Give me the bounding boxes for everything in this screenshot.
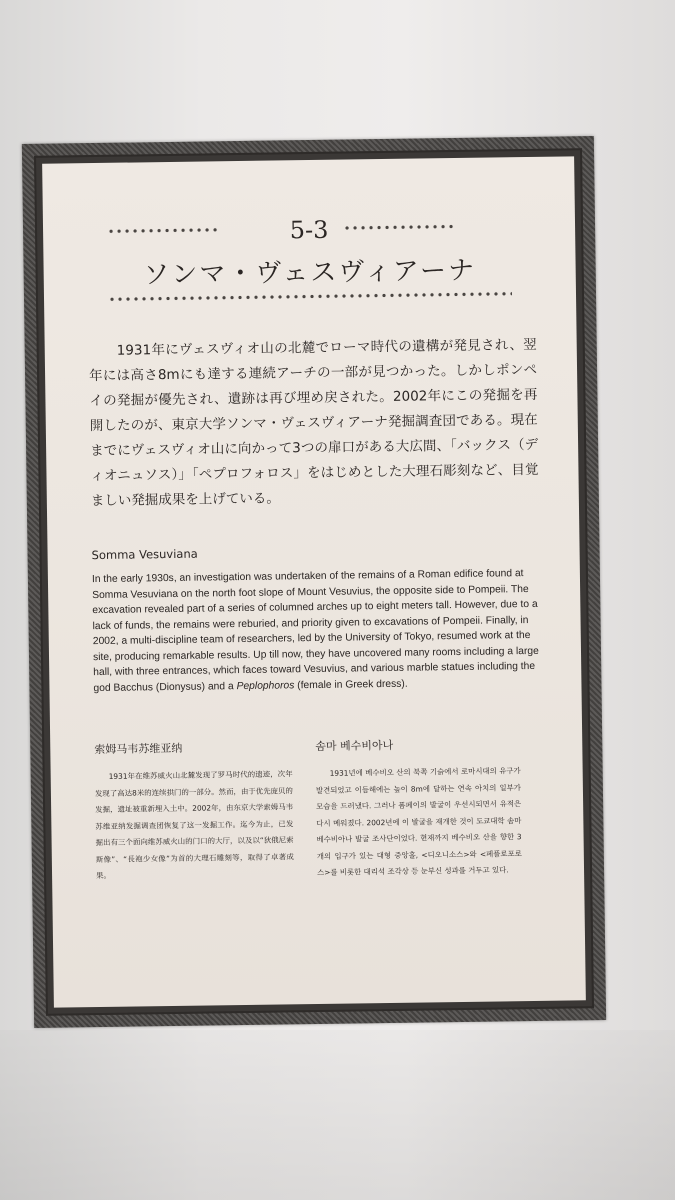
sign-panel	[42, 156, 586, 1007]
exhibit-sign-frame	[22, 136, 606, 1028]
english-text-italic: Peplophoros	[236, 679, 295, 692]
english-text-part2: (female in Greek dress).	[294, 678, 408, 691]
korean-heading: 솜마 베수비아나	[315, 738, 394, 753]
english-heading: Somma Vesuviana	[91, 546, 198, 563]
chinese-heading: 索姆马韦苏维亚纳	[94, 741, 183, 757]
wall-lower-shade	[0, 1030, 675, 1200]
english-description	[92, 566, 546, 696]
chinese-description: 1931年在维苏威火山北麓发现了罗马时代的遗迹，次年发现了高达8米的连续拱门的一部分。然而，由于优先庞贝的发掘，遗址被重新埋入土中。2002年，由东京大学索姆马韦苏维亚纳发掘调查团恢复了这一发掘工作。迄今为止，已发掘出有三个面向维苏威火山的门口的大厅，以及以“狄俄尼索斯像”、“長袍少女像”为首的大理石雕刻等，取得了卓著成果。	[94, 769, 294, 881]
english-text-part1: In the early 1930s, an investigation was undertaken of the remains of a Roman edifice found at Somma Vesuviana on the north foot slope of Mount Vesuvius, the opposite side to Pompeii. The excavation revealed part of a series of columned arches up to eight meters tall. However, due to a lack of funds, the remains were reburied, and priority given to excavations of Pompeii. Finally, in 2002, a multi-discipline team of researchers, led by the University of Tokyo, resumed work at the site, producing remarkable results. Up till now, they have uncovered many rooms including a large hall, with three entrances, which faces toward Vesuvius, and various marble statues including the god Bacchus (Dionysus) and a	[91, 568, 539, 694]
korean-description: 1931년에 베수비오 산의 북쪽 기슭에서 로마시대의 유구가 발견되었고 이듬해에는 높이 8m에 달하는 연속 아치의 일부가 모습을 드러냈다. 그러나 폼페이의 발굴이 우선시되면서 유적은 다시 메워졌다. 2002년에 이 발굴을 재개한 것이 도쿄대학 솜마 베수비아나 발굴 조사단이었다. 현재까지 베수비오 산을 향한 3개의 입구가 있는 대형 중앙홀, <디오니소스>와 <페플로포로스>를 비롯한 대리석 조각상 등 눈부신 성과를 거두고 있다.	[315, 766, 522, 877]
exhibit-number: 5-3	[289, 215, 329, 245]
japanese-description: 1931年にヴェスヴィオ山の北麓でローマ時代の遺構が発見され、翌年には高さ8mにも達する連続アーチの一部が見つかった。しかしポンペイの発掘が優先され、遺跡は再び埋め戻された。2002年にこの発掘を再開したのが、東京大学ソンマ・ヴェスヴィアーナ発掘調査団である。現在までにヴェスヴィオ山に向かって3つの扉口がある大広間、「バックス（ディオニュソス）」「ペプロフォロス」をはじめとした大理石彫刻など、目覚ましい発掘成果を上げている。	[88, 336, 539, 510]
sign-title: ソンマ・ヴェスヴィアーナ	[143, 255, 477, 291]
dotted-rule-under-title	[108, 291, 512, 302]
